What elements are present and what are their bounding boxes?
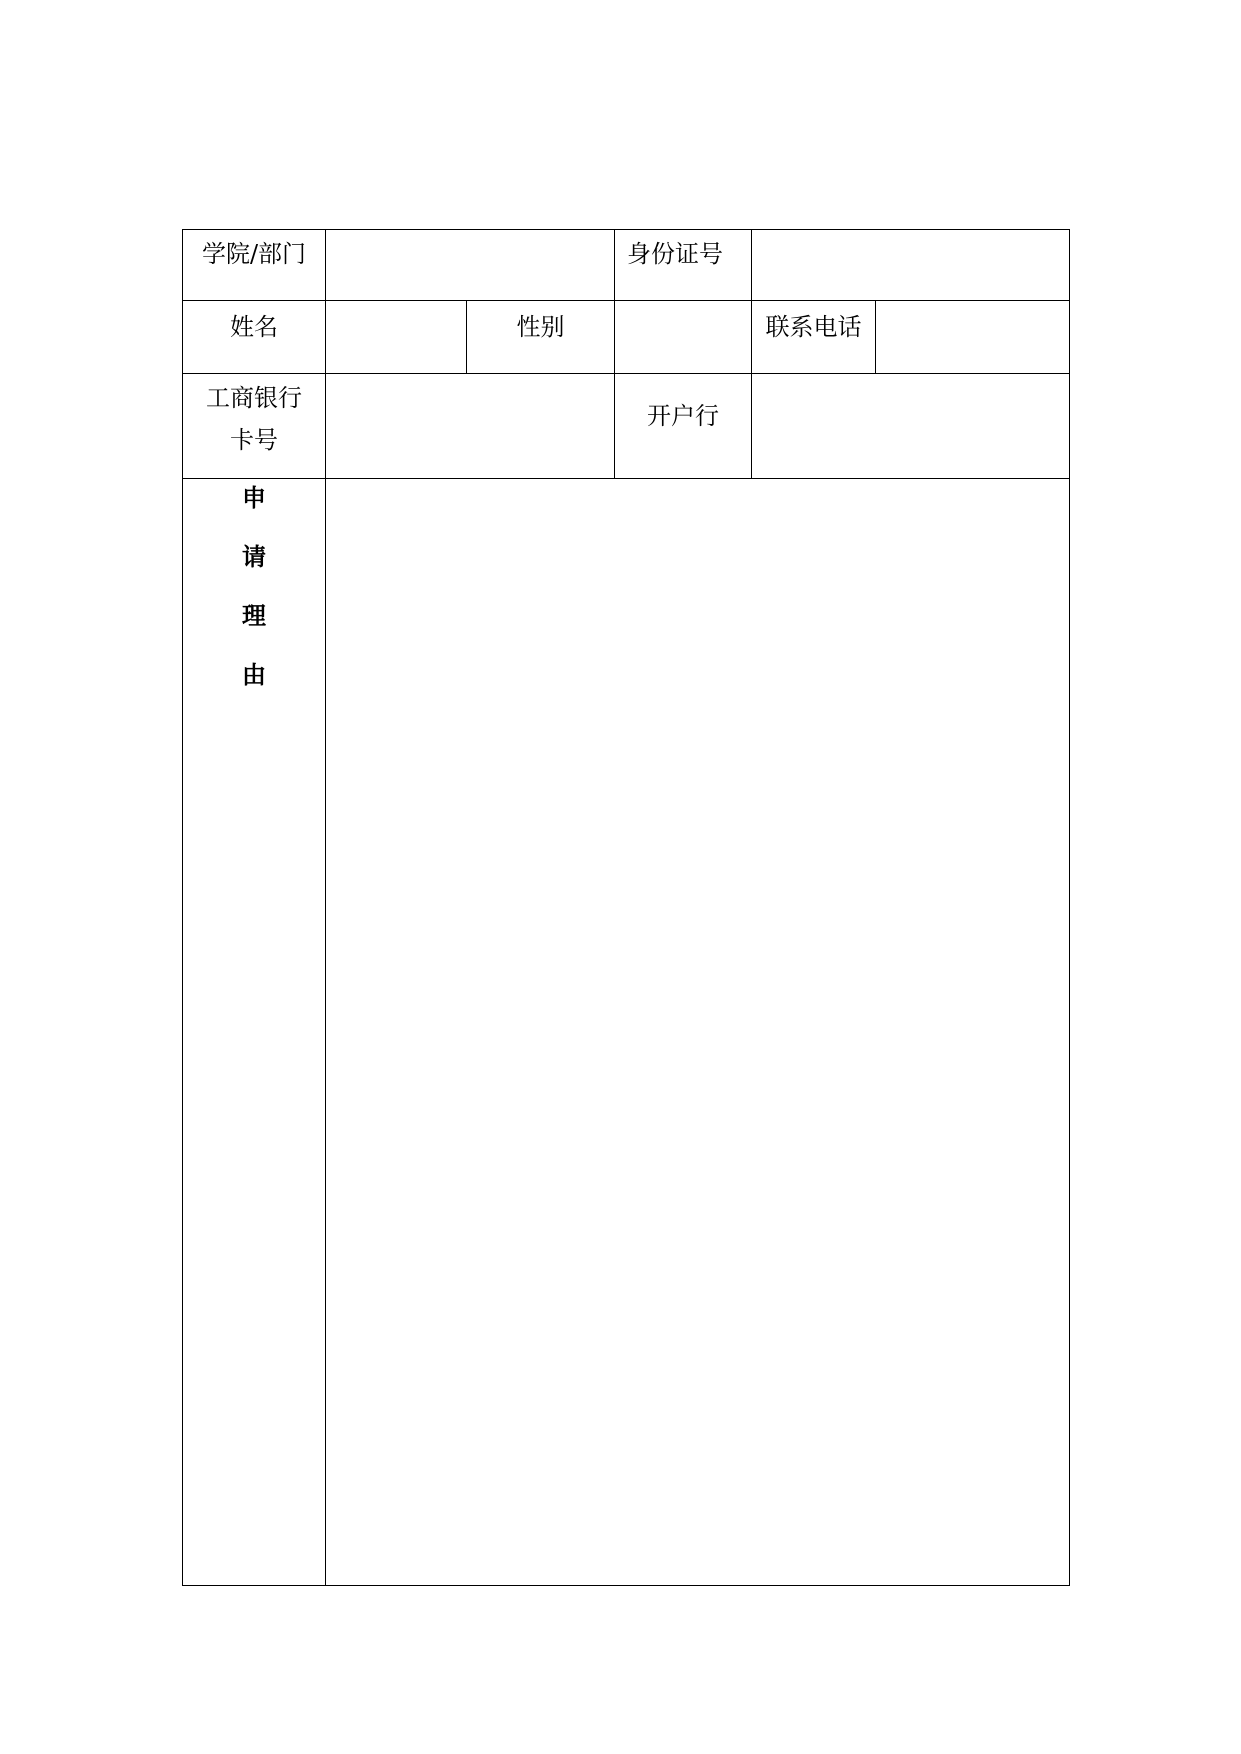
bank-branch-field[interactable] (752, 374, 1069, 478)
gender-label: 性别 (516, 313, 565, 341)
reason-label-char-1: 申 (242, 484, 266, 512)
bank-branch-label: 开户行 (647, 402, 719, 430)
id-number-label: 身份证号 (627, 240, 723, 268)
application-reason-field[interactable] (326, 479, 1069, 1585)
name-field[interactable] (326, 301, 466, 373)
gender-field[interactable] (615, 301, 751, 373)
phone-label: 联系电话 (765, 313, 862, 341)
icbc-card-number-field[interactable] (326, 374, 614, 478)
college-department-field[interactable] (326, 230, 614, 300)
reason-label-char-3: 理 (242, 602, 266, 630)
id-number-field[interactable] (752, 230, 1069, 300)
name-label: 姓名 (230, 313, 278, 341)
table-border-right (1069, 229, 1070, 1586)
icbc-card-label-line1: 工商银行 (206, 384, 302, 412)
reason-label-char-4: 由 (242, 661, 266, 689)
icbc-card-label-line2: 卡号 (230, 426, 278, 454)
college-department-label: 学院/部门 (201, 240, 307, 268)
reason-label-char-2: 请 (242, 543, 266, 571)
table-border-bottom (182, 1585, 1070, 1586)
phone-field[interactable] (876, 301, 1069, 373)
